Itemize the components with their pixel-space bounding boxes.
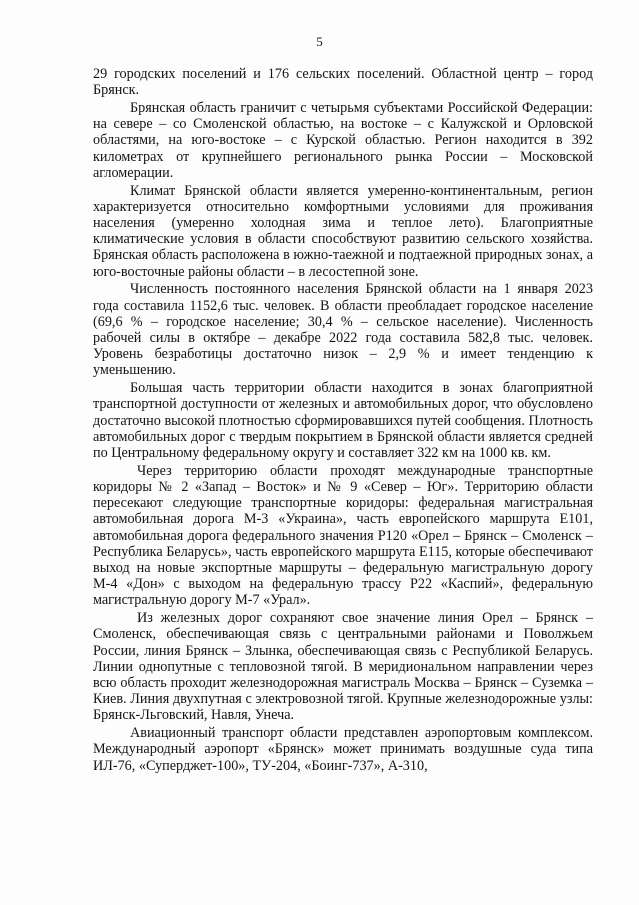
document-body [93, 66, 593, 775]
paragraph-climate: Климат Брянской области является умеренно-континентальным, регион характеризуется относительно комфортными условиями для проживания населения (умеренно холодная зима и теплое лето). Благоприятные климатические условия в области способствуют развитию сельского хозяйства. Брянская область расположена в южно-таежной и подтаежной природных зонах, а юго-восточные районы области – в лесостепной зоне. [93, 182, 593, 280]
paragraph-settlements: 29 городских поселений и 176 сельских поселений. Областной центр – город Брянск. [93, 66, 593, 99]
paragraph-transport-access: Большая часть территории области находится в зонах благоприятной транспортной доступности от железных и автомобильных дорог, что обусловлено достаточно высокой плотностью сформировавшихся путей сообщения. Плотность автомобильных дорог с твердым покрытием в Брянской области является средней по Центральному федеральному округу и составляет 322 км на 1000 кв. км. [93, 380, 593, 462]
paragraph-population: Численность постоянного населения Брянской области на 1 января 2023 года составила 1152,6 тыс. человек. В области преобладает городское население (69,6 % – городское население; 30,4 % – сельское население). Численность рабочей силы в октябре – декабре 2022 года составила 582,8 тыс. человек. Уровень безработицы достаточно низок – 2,9 % и имеет тенденцию к уменьшению. [93, 281, 593, 379]
paragraph-transport-corridors: Через территорию области проходят международные транспортные коридоры № 2 «Запад – Восток» и № 9 «Север – Юг». Территорию области пересекают следующие транспортные коридоры: федеральная магистральная автомобильная дорога М-3 «Украина», часть европейского маршрута Е101, автомобильная дорога федерального значения Р120 «Орел – Брянск – Смоленск – Республика Беларусь», часть европейского маршрута Е115, которые обеспечивают выход на новые экспортные маршруты – федеральную магистральную дорогу М-4 «Дон» с выходом на федеральную трассу Р22 «Каспий», федеральную магистральную дорогу М-7 «Урал». [93, 462, 593, 609]
page-number: 5 [316, 34, 323, 49]
paragraph-borders: Брянская область граничит с четырьмя субъектами Российской Федерации: на севере – со Смоленской областью, на востоке – с Калужской и Орловской областями, на юго-востоке – с Курской областью. Регион находится в 392 километрах от крупнейшего регионального рынка России – Московской агломерации. [93, 100, 593, 181]
paragraph-aviation: Авиационный транспорт области представлен аэропортовым комплексом. Международный аэропорт «Брянск» может принимать воздушные суда типа ИЛ-76, «Суперджет-100», ТУ-204, «Боинг-737», А-310, [93, 725, 593, 774]
paragraph-railways: Из железных дорог сохраняют свое значение линия Орел – Брянск – Смоленск, обеспечивающая связь с центральными районами и Поволжьем России, линия Брянск – Злынка, обеспечивающая связь с Республикой Беларусь. Линии однопутные с тепловозной тягой. В меридиональном направлении через всю область проходит железнодорожная магистраль Москва – Брянск – Суземка – Киев. Линия двухпутная с электровозной тягой. Крупные железнодорожные узлы: Брянск-Льговский, Навля, Унеча. [93, 610, 593, 724]
